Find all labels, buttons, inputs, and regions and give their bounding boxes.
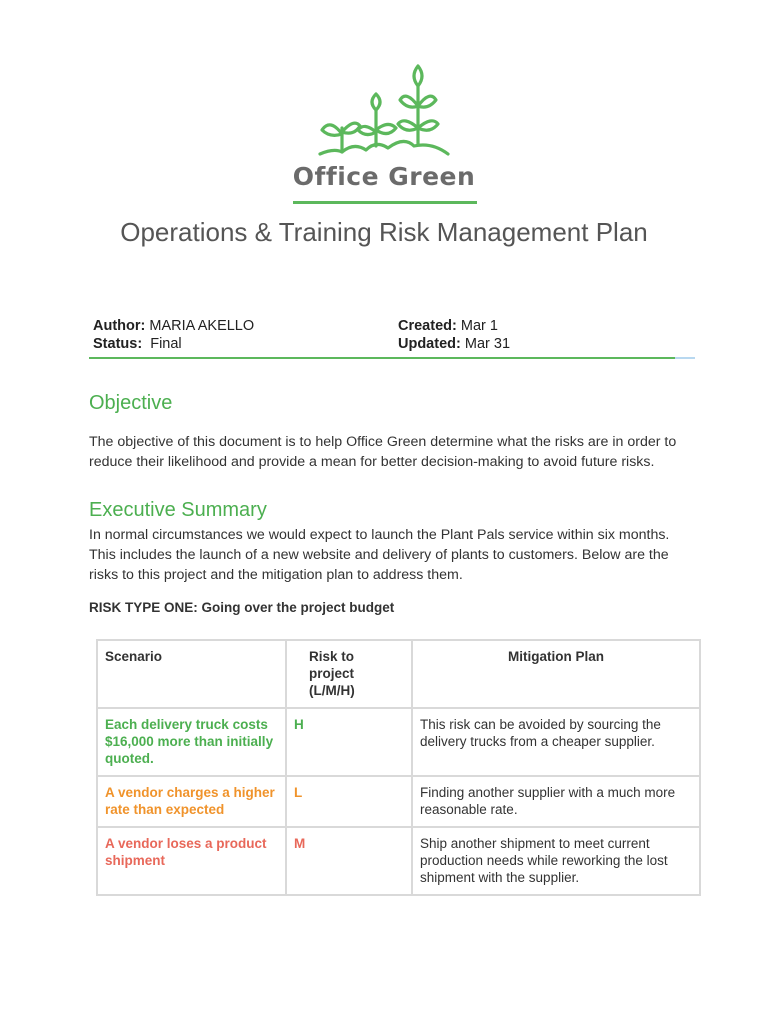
header-divider: [89, 357, 675, 359]
table-header-row: [97, 640, 700, 708]
mitigation-cell: Ship another shipment to meet current production needs while reworking the lost shipment with the supplier.: [412, 827, 700, 895]
risk-type-heading: RISK TYPE ONE: Going over the project budget: [89, 600, 395, 615]
executive-summary-heading: Executive Summary: [89, 499, 267, 521]
status-value: Final: [150, 336, 182, 352]
mitigation-cell: Finding another supplier with a much more reasonable rate.: [412, 776, 700, 827]
logo-underline: [293, 201, 477, 204]
risk-level-cell: M: [286, 827, 412, 895]
updated-field: [398, 336, 510, 352]
objective-text: The objective of this document is to help Office Green determine what the risks are in order to reduce their likelihood and provide a mean for better decision-making to avoid future risks.: [89, 434, 677, 470]
updated-label: Updated:: [398, 336, 461, 352]
scenario-cell: Each delivery truck costs $16,000 more than initially quoted.: [97, 708, 286, 776]
header-divider-accent: [675, 357, 695, 359]
company-logo: [284, 62, 484, 210]
mitigation-cell: This risk can be avoided by sourcing the delivery trucks from a cheaper supplier.: [412, 708, 700, 776]
column-header-mitigation: Mitigation Plan: [412, 640, 700, 708]
plants-icon: [314, 62, 454, 162]
author-label: Author:: [93, 318, 146, 334]
created-value: Mar 1: [460, 318, 498, 334]
risk-table: [96, 639, 701, 896]
risk-level-cell: H: [286, 708, 412, 776]
updated-value: Mar 31: [464, 336, 511, 352]
author-value: MARIA AKELLO: [149, 318, 255, 334]
created-label: Created:: [398, 318, 457, 334]
created-field: [398, 318, 498, 334]
table-row: [97, 708, 700, 776]
author-field: [93, 318, 254, 334]
table-row: [97, 776, 700, 827]
logo-text: Office Green: [292, 162, 476, 191]
column-header-scenario: Scenario: [97, 640, 286, 708]
executive-summary-text: In normal circumstances we would expect to launch the Plant Pals service within six months. This includes the launch of a new website and delivery of plants to customers. Below are the risks to this project and the mitigation plan to address them.: [89, 527, 670, 583]
table-row: [97, 827, 700, 895]
document-title: Operations & Training Risk Management Plan: [120, 217, 648, 247]
status-field: [93, 336, 182, 352]
status-label: Status:: [93, 336, 143, 352]
scenario-cell: A vendor loses a product shipment: [97, 827, 286, 895]
risk-level-cell: L: [286, 776, 412, 827]
scenario-cell: A vendor charges a higher rate than expected: [97, 776, 286, 827]
column-header-risk: Risk to project (L/M/H): [286, 640, 412, 708]
objective-heading: Objective: [89, 392, 173, 414]
